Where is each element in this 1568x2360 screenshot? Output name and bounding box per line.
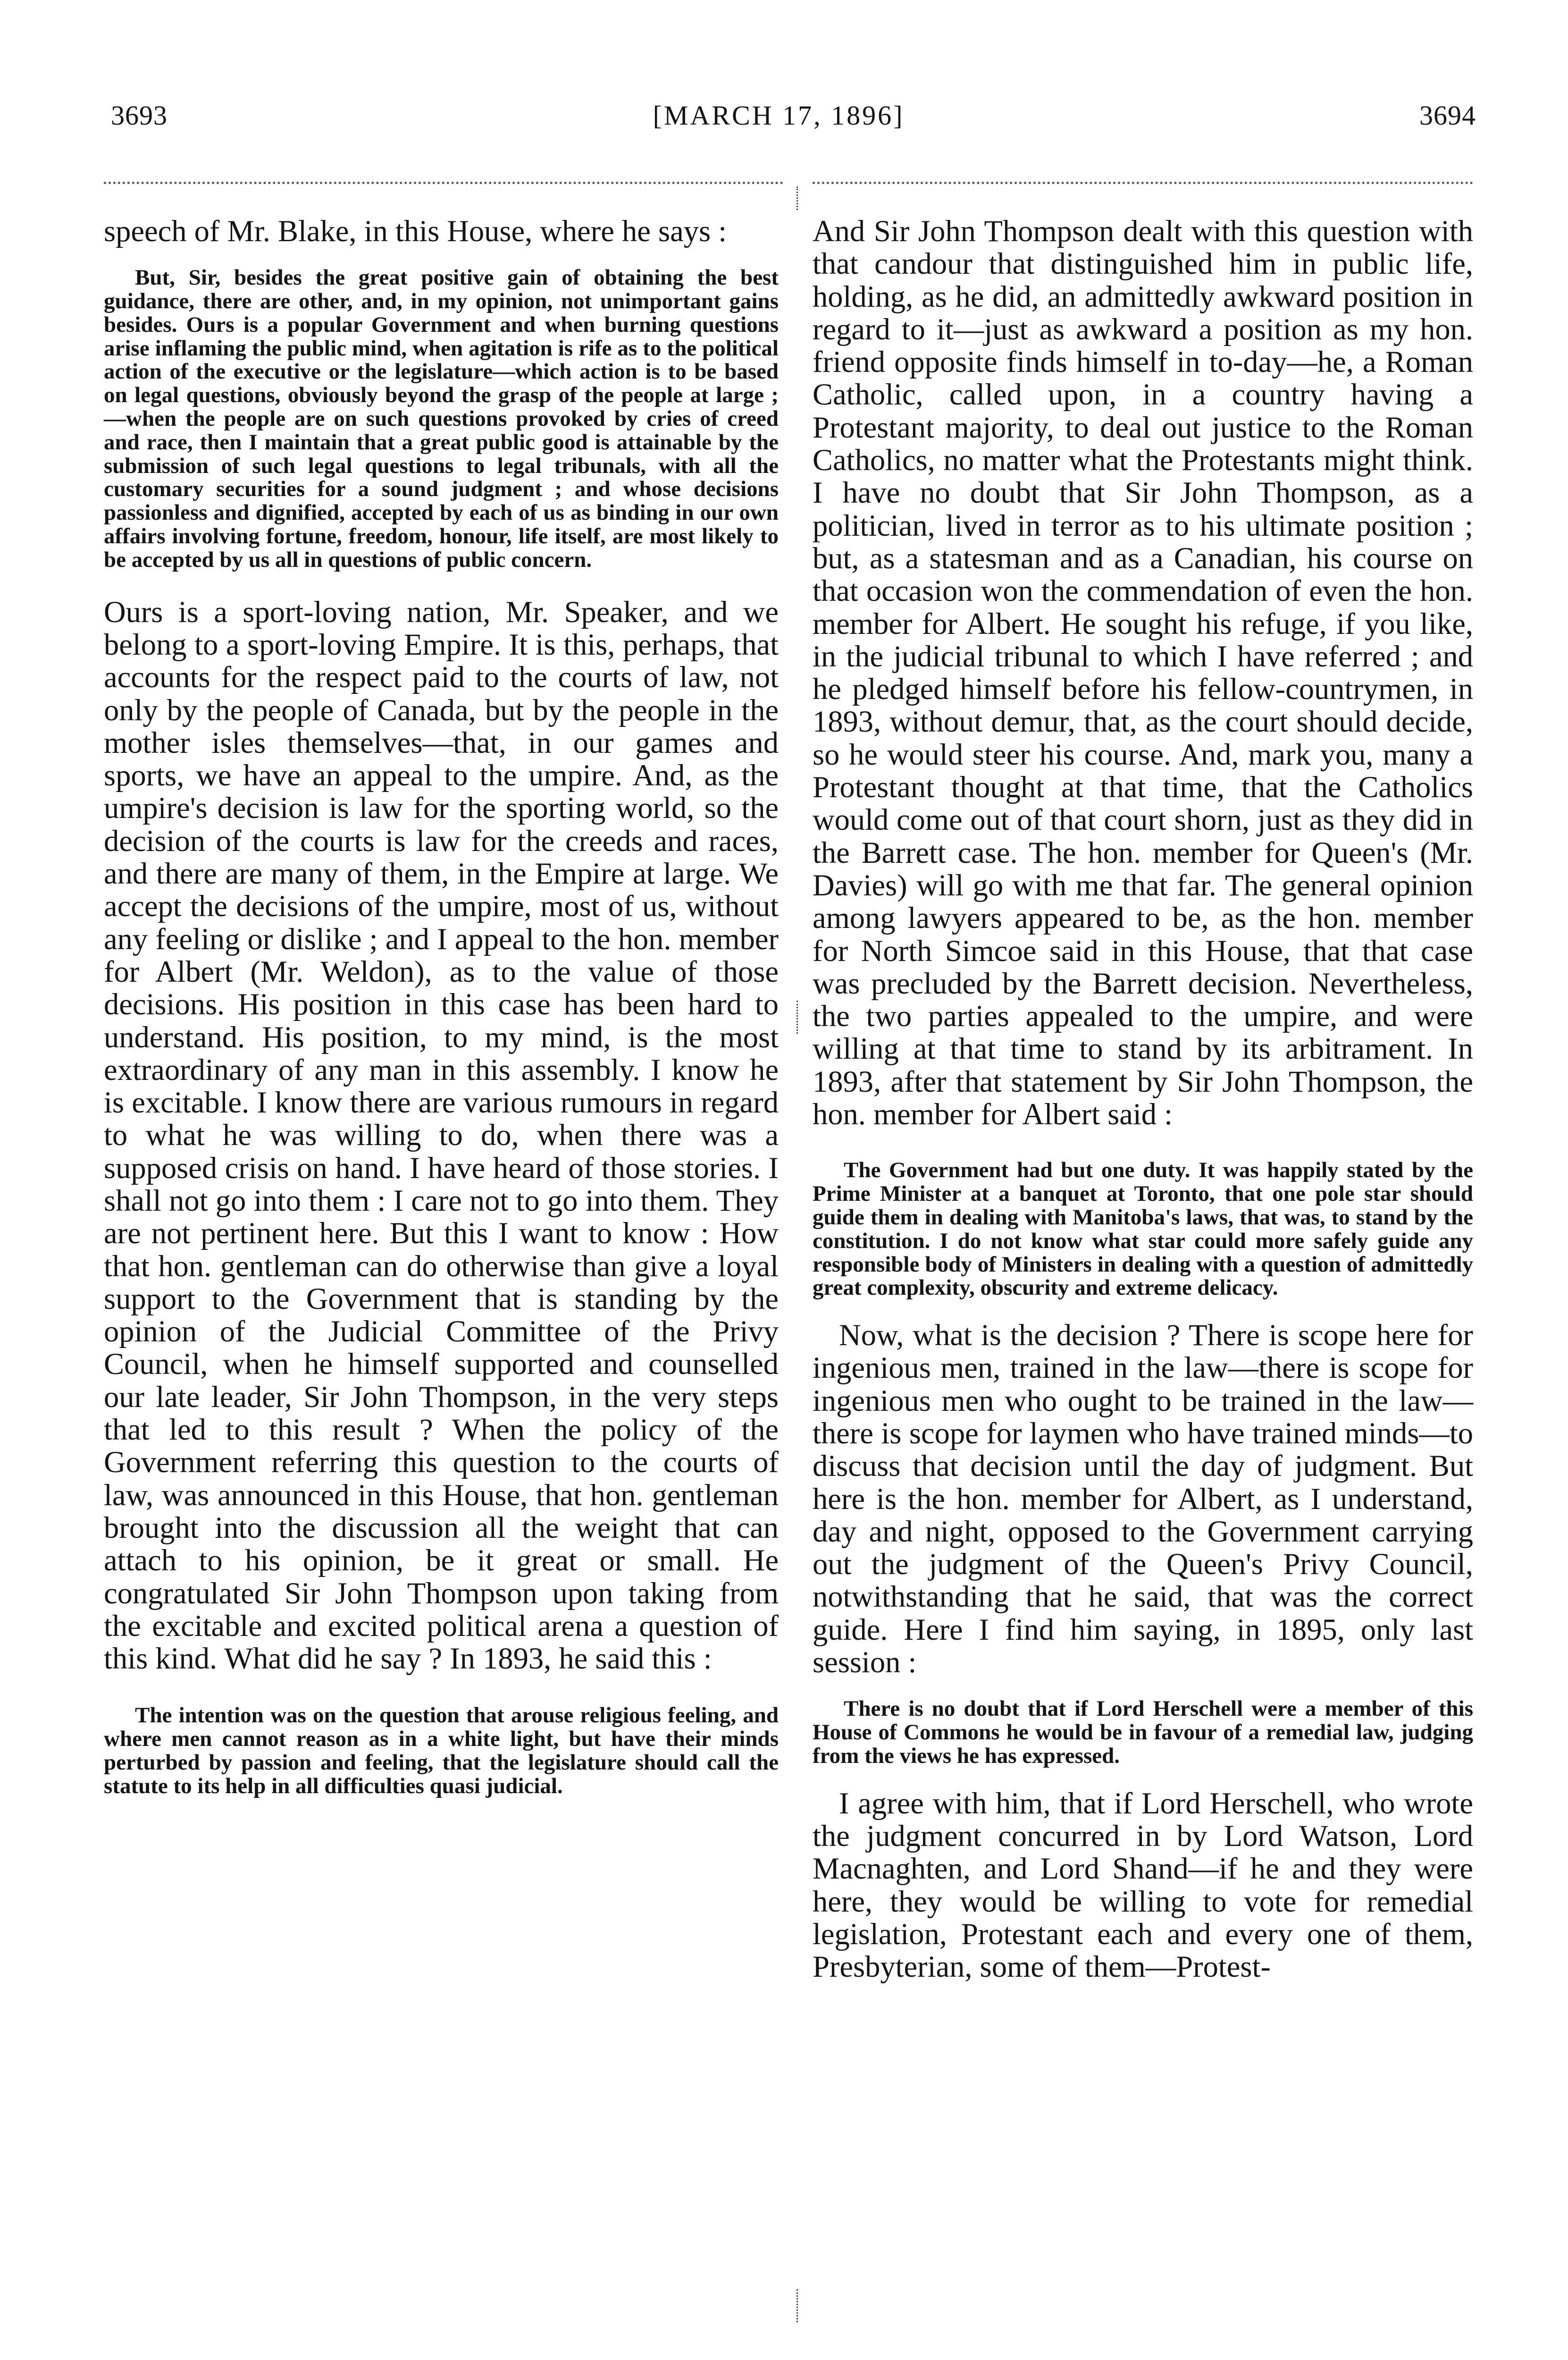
left-column [104, 215, 779, 1798]
block-quote: The intention was on the question that arouse religious feeling, and where men cannot reason as in a white light, but have their minds perturbed by passion and feeling, that the legislature should call the statute to its help in all difficulties quasi judicial. [104, 1703, 779, 1798]
block-quote: There is no doubt that if Lord Herschell were a member of this House of Commons he would be in favour of a remedial law, judging from the views he has expressed. [813, 1696, 1473, 1768]
column-divider-mid [797, 1001, 798, 1034]
header-divider-right [813, 182, 1473, 184]
paragraph: I agree with him, that if Lord Herschell, who wrote the judgment concurred in by Lord Watson, Lord Macnaghten, and Lord Shand—if he and they were here, they would be willing to vote for remedial legislation, Protestant each and every one of them, Presbyterian, some of them—Protest- [813, 1786, 1473, 1984]
column-divider-bottom [797, 2289, 798, 2322]
page-header [0, 97, 1568, 139]
header-divider-left [104, 182, 783, 184]
right-column [813, 215, 1473, 1983]
paragraph: Ours is a sport-loving nation, Mr. Speaker, and we belong to a sport-loving Empire. It is this, perhaps, that accounts for the respect paid to the courts of law, not only by the people of Canada, but by the people in the mother isles themselves—that, in our games and sports, we have an appeal to the umpire. And, as the umpire's decision is law for the sporting world, so the decision of the courts is law for the creeds and races, and there are many of them, in the Empire at large. We accept the decisions of the umpire, most of us, without any feeling or dislike ; and I appeal to the hon. member for Albert (Mr. Weldon), as to the value of those decisions. His position in this case has been hard to understand. His position, to my mind, is the most extraordinary of any man in this assembly. I know he is excitable. I know there are various rumours in regard to what he was willing to do, when there was a supposed crisis on hand. I have heard of those stories. I shall not go into them : I care not to go into them. They are not pertinent here. But this I want to know : How that hon. gentleman can do otherwise than give a loyal support to the Government that is standing by the opinion of the Judicial Committee of the Privy Council, when he himself supported and counselled our late leader, Sir John Thompson, in the very steps that led to this result ? When the policy of the Government referring this question to the courts of law, was announced in this House, that hon. gentleman brought into the discussion all the weight that can attach to his opinion, be it great or small. He congratulated Sir John Thompson upon taking from the excitable and excited political arena a question of this kind. What did he say ? In 1893, he said this : [104, 595, 779, 1676]
block-quote: But, Sir, besides the great positive gain of obtaining the best guidance, there are other, and, in my opinion, not unimportant gains besides. Ours is a popular Government and when burning questions arise inflaming the public mind, when agitation is rife as to the political action of the executive or the legislature—which action is to be based on legal questions, obviously beyond the grasp of the people at large ;—when the people are on such questions provoked by cries of creed and race, then I maintain that a great public good is attainable by the submission of such legal questions to legal tribunals, with all the customary securities for a sound judgment ; and whose decisions passionless and dignified, accepted by each of us as binding in our own affairs involving fortune, freedom, honour, life itself, are most likely to be accepted by us all in questions of public concern. [104, 265, 779, 572]
left-page-number: 3693 [111, 100, 168, 131]
paragraph: speech of Mr. Blake, in this House, where he says : [104, 214, 727, 248]
page-date-heading: [MARCH 17, 1896] [653, 100, 905, 131]
right-page-number: 3694 [1419, 100, 1476, 131]
block-quote: The Government had but one duty. It was happily stated by the Prime Minister at a banquet at Toronto, that one pole star should guide them in dealing with Manitoba's laws, that was, to stand by the constitution. I do not know what star could more safely guide any responsible body of Ministers in dealing with a question of admittedly great complexity, obscurity and extreme delicacy. [813, 1158, 1473, 1300]
paragraph: And Sir John Thompson dealt with this question with that candour that distinguished him in public life, holding, as he did, an admittedly awkward position in regard to it—just as awkward a position as my hon. friend opposite finds himself in to-day—he, a Roman Catholic, called upon, in a country having a Protestant majority, to deal out justice to the Roman Catholics, no matter what the Protestants might think. I have no doubt that Sir John Thompson, as a politician, lived in terror as to his ultimate position ; but, as a statesman and as a Canadian, his course on that occasion won the commendation of even the hon. member for Albert. He sought his refuge, if you like, in the judicial tribunal to which I have referred ; and he pledged himself before his fellow-countrymen, in 1893, without demur, that, as the court should decide, so he would steer his course. And, mark you, many a Protestant thought at that time, that the Catholics would come out of that court shorn, just as they did in the Barrett case. The hon. member for Queen's (Mr. Davies) will go with me that far. The general opinion among lawyers appeared to be, as the hon. member for North Simcoe said in this House, that that case was precluded by the Barrett decision. Nevertheless, the two parties appealed to the umpire, and were willing at that time to stand by its arbitrament. In 1893, after that statement by Sir John Thompson, the hon. member for Albert said : [813, 214, 1473, 1131]
paragraph: Now, what is the decision ? There is scope here for ingenious men, trained in the law—there is scope for ingenious men who ought to be trained in the law—there is scope for laymen who have trained minds—to discuss that decision until the day of judgment. But here is the hon. member for Albert, as I understand, day and night, opposed to the Government carrying out the judgment of the Queen's Privy Council, notwithstanding that he said, that was the correct guide. Here I find him saying, in 1895, only last session : [813, 1318, 1473, 1679]
column-divider-top [797, 186, 798, 210]
